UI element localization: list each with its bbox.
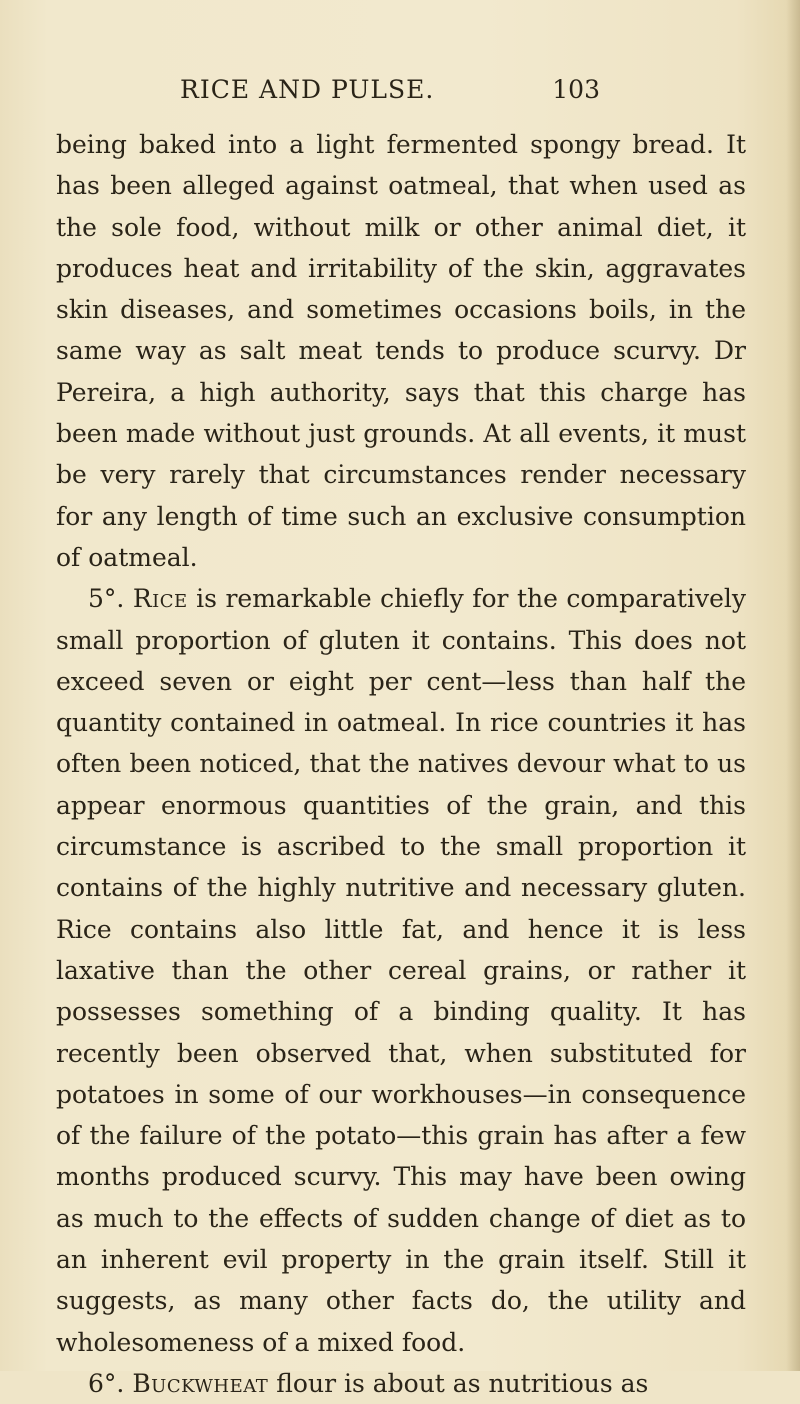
paragraph-text: is remarkable chiefly for the comparatively small proportion of gluten it contains. This does not exceed seven or eight per cent—less than half the quantity contained in oatmeal. In rice countries it has often been noticed, that the natives devour what to us appear enormous quantities of the grain, and this circumstance is ascribed to the small proportion it contains of the highly nutritive and necessary gluten. Rice contains also little fat, and hence it is less laxative than the other cereal grains, or rather it possesses something of a binding quality. It has recently been observed that, when substituted for potatoes in some of our workhouses—in consequence of the failure of the potato—this grain has after a few months produced scurvy. This may have been owing as much to the effects of sudden change of diet as to an inherent evil property in the grain itself. Still it suggests, as many other facts do, the utility and wholesomeness of a mixed food.	[56, 584, 746, 1357]
running-title: RICE AND PULSE.	[180, 75, 435, 104]
running-header	[180, 75, 600, 111]
paragraph-oatmeal-continued	[56, 124, 746, 578]
paragraph-text: flour is about as nutritious as	[268, 1368, 649, 1398]
paragraph-text: being baked into a light fermented spongy bread. It has been alleged against oatmeal, that when used as the sole food, without milk or other animal diet, it produces heat and irritability of the skin, aggravates skin diseases, and sometimes occasions boils, in the same way as salt meat tends to produce scurvy. Dr Pereira, a high authority, says that this charge has been made without just grounds. At all events, it must be very rarely that circumstances render necessary for any length of time such an exclusive consumption of oatmeal.	[56, 130, 746, 572]
section-number: 5°.	[88, 584, 133, 614]
body-text	[56, 124, 746, 1404]
section-term: Buckwheat	[132, 1368, 269, 1398]
paragraph-rice	[56, 578, 746, 1363]
page-edge-shadow	[786, 0, 800, 1371]
page-number: 103	[552, 75, 600, 104]
section-term: Rice	[132, 584, 188, 614]
section-number: 6°.	[88, 1368, 133, 1398]
paragraph-buckwheat	[56, 1363, 746, 1404]
